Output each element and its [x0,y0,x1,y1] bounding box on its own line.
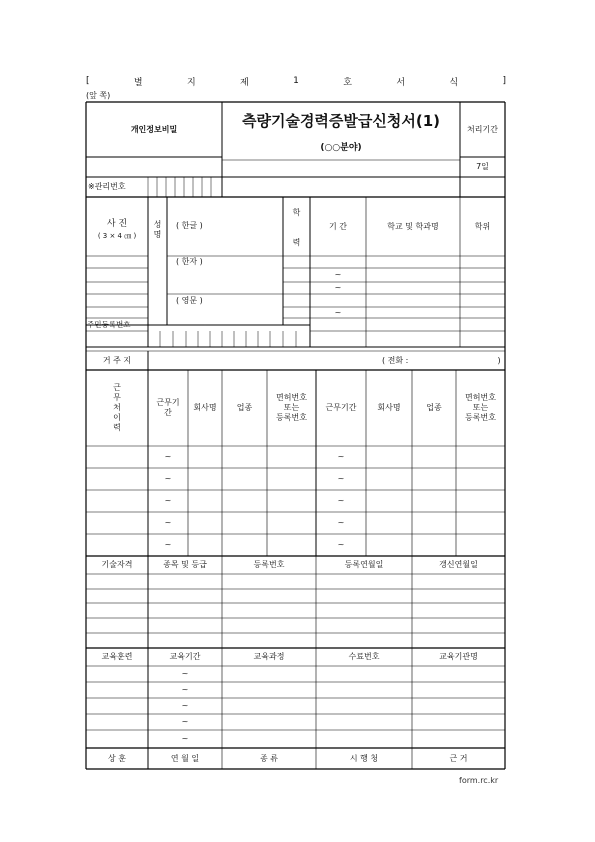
career-header: 업종 [426,403,442,412]
career-header: 면허번호 또는 등록번호 [465,393,496,422]
award-header: 시 행 청 [349,753,379,763]
header-token: 제 [240,77,249,88]
site-footer: form.rc.kr [459,776,499,785]
training-period-tilde: ~ [181,669,189,678]
education-period-tilde: ~ [334,270,342,279]
career-period-tilde: ~ [337,518,345,527]
training-header: 교육기간 [169,652,201,661]
bracket-open: [ [86,76,90,86]
bracket-close: ] [502,76,506,86]
resident-number-dash: - [203,319,207,329]
education-period-tilde: ~ [334,307,342,317]
name-hanja[interactable]: ( 한자 ) [176,257,203,266]
header-token: 호 [343,77,352,88]
career-header: 회사명 [377,403,401,412]
license-header: 등록연월일 [344,560,384,569]
management-number-label: ※관리번호 [88,182,126,191]
training-period-tilde: ~ [181,685,189,694]
career-period-tilde: ~ [337,540,345,549]
award-header: 종 류 [260,753,278,763]
phone-label: ( 전화 : [382,355,409,365]
license-header: 등록번호 [253,560,285,569]
award-header: 연 월 일 [170,753,200,763]
address-label: 거 주 지 [102,355,132,365]
training-label: 교육훈련 [101,652,133,661]
form-subtitle: (○○분야) [320,143,362,154]
training-period-tilde: ~ [181,701,189,710]
award-label: 상 훈 [108,753,126,763]
form-title: 측량기술경력증발급신청서(1) [241,111,441,130]
name-hangul[interactable]: ( 한글 ) [176,221,203,230]
career-header: 근무기간 [325,403,357,412]
license-label: 기술자격 [101,560,133,569]
education-header-degree: 학위 [474,221,491,231]
processing-period-value: 7일 [476,162,489,171]
photo-size: ( 3 × 4 ㎝ ) [97,231,137,240]
career-period-tilde: ~ [164,518,172,527]
career-header: 회사명 [193,403,217,412]
header-token: 별 [133,77,143,88]
header-token: 서 [396,77,406,88]
page-side-label: (앞 쪽) [86,91,111,100]
phone-close: ) [497,355,501,365]
career-period-tilde: ~ [337,496,345,505]
training-period-tilde: ~ [181,734,189,743]
processing-period-label: 처리기간 [467,124,498,134]
career-period-tilde: ~ [164,474,172,483]
career-period-tilde: ~ [164,452,172,461]
training-header: 수료번호 [348,652,380,661]
header-token: 1 [293,76,299,86]
name-label: 성 명 [153,220,162,239]
career-header: 면허번호 또는 등록번호 [276,393,307,422]
career-period-tilde: ~ [337,452,345,461]
resident-number-label: 주민등록번호 [87,319,131,329]
license-header: 종목 및 등급 [163,560,207,569]
training-period-tilde: ~ [181,717,189,726]
education-header-school: 학교 및 학과명 [387,221,439,231]
training-header: 교육기관명 [439,652,478,661]
header-token: 식 [449,77,459,88]
license-header: 갱신연월일 [439,560,478,569]
career-period-tilde: ~ [337,474,345,483]
photo-label: 사 진 [106,219,128,230]
header-token: 지 [186,77,196,88]
career-label: 근 무 처 이 력 [113,383,121,432]
career-header: 근무기 간 [156,398,180,417]
education-period-tilde: ~ [334,283,342,292]
award-header: 근 거 [449,753,468,763]
education-label: 학 력 [292,208,301,247]
career-header: 업종 [236,403,253,412]
career-period-tilde: ~ [164,496,172,505]
career-period-tilde: ~ [164,540,172,549]
training-header: 교육과정 [253,652,285,661]
name-english[interactable]: ( 영문 ) [176,295,203,305]
privacy-label: 개인정보비밀 [130,124,178,134]
education-header-period: 기 간 [329,221,347,231]
